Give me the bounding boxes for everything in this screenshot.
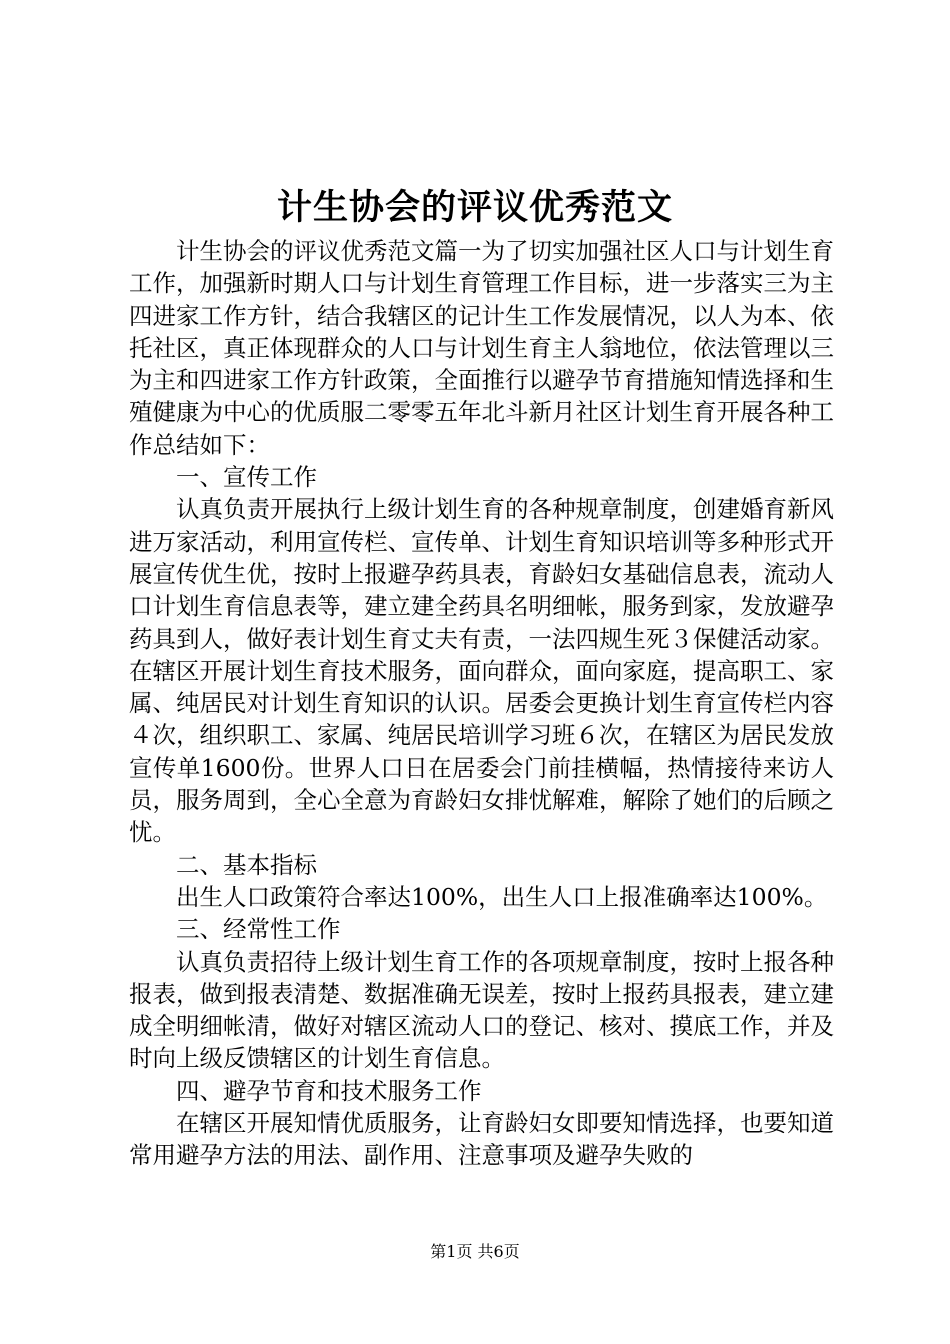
paragraph-publicity: 认真负责开展执行上级计划生育的各种规章制度，创建婚育新风进万家活动，利用宣传栏、宣传单、计划生育知识培训等多种形式开展宣传优生优，按时上报避孕药具表，育龄妇女基础信息表，流动人口计划生育信息表等，建立建全药具名明细帐，服务到家，发放避孕药具到人，做好表计划生育丈夫有责，一法四规生死３保健活动家。在辖区开展计划生育技术服务，面向群众，面向家庭，提高职工、家属、纯居民对计划生育知识的认识。居委会更换计划生育宣传栏内容４次，组织职工、家属、纯居民培训学习班６次，在辖区为居民发放宣传单1600份。世界人口日在居委会门前挂横幅，热情接待来访人员，服务周到，全心全意为育龄妇女排忧解难，解除了她们的后顾之忧。 xyxy=(129,495,834,847)
paragraph-contraception-services: 在辖区开展知情优质服务，让育龄妇女即要知情选择，也要知道常用避孕方法的用法、副作用、注意事项及避孕失败的 xyxy=(129,1109,834,1170)
paragraph-intro: 计生协会的评议优秀范文篇一为了切实加强社区人口与计划生育工作，加强新时期人口与计划生育管理工作目标，进一步落实三为主四进家工作方针，结合我辖区的记计生工作发展情况，以人为本、依托社区，真正体现群众的人口与计划生育主人翁地位，依法管理以三为主和四进家工作方针政策，全面推行以避孕节育措施知情选择和生殖健康为中心的优质服二零零五年北斗新月社区计划生育开展各种工作总结如下： xyxy=(129,237,834,459)
paragraph-regular-work: 认真负责招待上级计划生育工作的各项规章制度，按时上报各种报表，做到报表清楚、数据准确无误差，按时上报药具报表，建立建成全明细帐清，做好对辖区流动人口的登记、核对、摸底工作，并及时向上级反馈辖区的计划生育信息。 xyxy=(129,947,834,1073)
page-number-footer: 第1页 共6页 xyxy=(430,1242,520,1261)
document-title: 计生协会的评议优秀范文 xyxy=(276,187,673,228)
paragraph-basic-indicators: 出生人口政策符合率达100%，出生人口上报准确率达100%。 xyxy=(176,882,828,911)
section-heading-contraception-services: 四、避孕节育和技术服务工作 xyxy=(176,1076,482,1105)
section-heading-regular-work: 三、经常性工作 xyxy=(176,915,341,944)
section-heading-publicity: 一、宣传工作 xyxy=(176,463,317,492)
document-body xyxy=(129,235,834,1172)
section-heading-basic-indicators: 二、基本指标 xyxy=(176,850,317,879)
